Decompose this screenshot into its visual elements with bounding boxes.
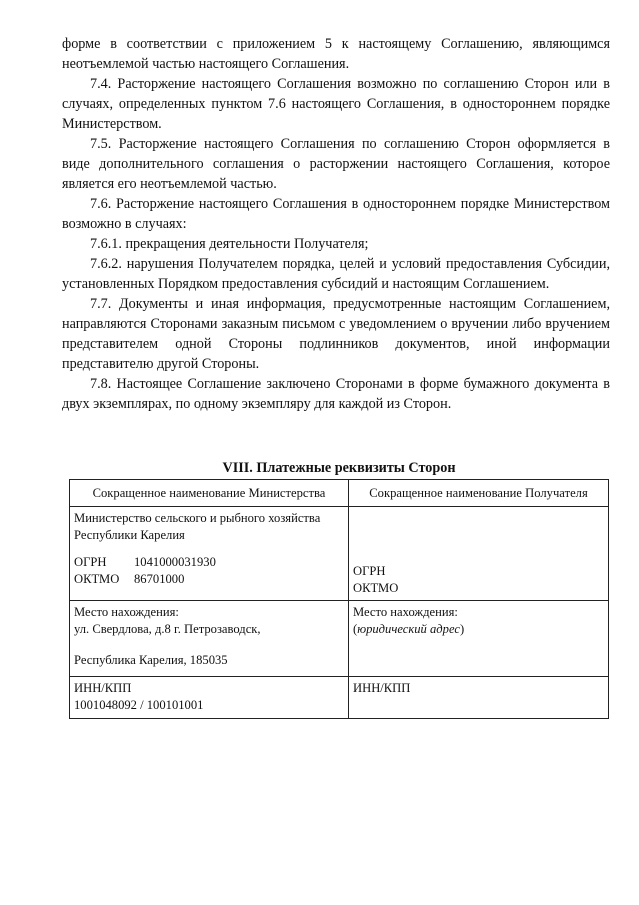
ministry-address-line2: Республика Карелия, 185035	[74, 653, 228, 667]
ministry-name-cell	[70, 507, 349, 601]
ministry-inn-label: ИНН/КПП	[74, 681, 132, 695]
paragraph-7-6-2: 7.6.2. нарушения Получателем порядка, целей и условий предоставления Субсидии, установленных Порядком предоставления субсидий и настоящим Соглашением.	[62, 256, 610, 292]
table-row-names	[70, 507, 609, 601]
ministry-name-line1: Министерство сельского и рыбного хозяйства	[74, 511, 321, 525]
payment-details-table	[69, 479, 609, 719]
ogrn-value: 1041000031930	[134, 555, 216, 569]
ministry-address-line1: ул. Свердлова, д.8 г. Петрозаводск,	[74, 622, 261, 636]
ministry-location-cell	[70, 601, 349, 677]
recipient-location-label: Место нахождения:	[353, 605, 458, 619]
recipient-location-cell	[349, 601, 609, 677]
paragraph-continuation: форме в соответствии с приложением 5 к настоящему Соглашению, являющимся неотъемлемой частью настоящего Соглашения.	[62, 36, 610, 72]
paragraph-7-6: 7.6. Расторжение настоящего Соглашения в одностороннем порядке Министерством возможно в случаях:	[62, 196, 610, 232]
recipient-inn-cell	[349, 677, 609, 719]
ministry-inn-cell	[70, 677, 349, 719]
ministry-oktmo	[74, 571, 344, 588]
header-recipient: Сокращенное наименование Получателя	[349, 480, 609, 507]
paragraph-7-4: 7.4. Расторжение настоящего Соглашения возможно по соглашению Сторон или в случаях, определенных пунктом 7.6 настоящего Соглашения, в одностороннем порядке Министерством.	[62, 76, 610, 132]
recipient-name-cell	[349, 507, 609, 601]
paragraph-7-7: 7.7. Документы и иная информация, предусмотренные настоящим Соглашением, направляются Сторонами заказным письмом с уведомлением о вручении либо вручением представителем одной Стороны подлинников документов, иной информации представителю другой Стороны.	[62, 296, 610, 372]
section-title: VIII. Платежные реквизиты Сторон	[222, 460, 456, 476]
document-page	[62, 34, 610, 414]
recipient-inn-label: ИНН/КПП	[353, 681, 411, 695]
recipient-oktmo-label: ОКТМО	[353, 581, 399, 595]
recipient-address-hint: (юридический адрес)	[353, 622, 465, 636]
paragraph-7-5: 7.5. Расторжение настоящего Соглашения по соглашению Сторон оформляется в виде дополнительного соглашения о расторжении настоящего Соглашения, которое является его неотъемлемой частью.	[62, 136, 610, 192]
location-label: Место нахождения:	[74, 605, 179, 619]
table-header-row	[70, 480, 609, 507]
ministry-ogrn	[74, 554, 344, 571]
ministry-name-line2: Республики Карелия	[74, 528, 185, 542]
recipient-ogrn-label: ОГРН	[353, 564, 386, 578]
ministry-inn-value: 1001048092 / 100101001	[74, 698, 204, 712]
paragraph-7-8: 7.8. Настоящее Соглашение заключено Сторонами в форме бумажного документа в двух экземплярах, по одному экземпляру для каждой из Сторон.	[62, 376, 610, 412]
oktmo-label: ОКТМО	[74, 572, 120, 586]
oktmo-value: 86701000	[134, 572, 185, 586]
ogrn-label: ОГРН	[74, 555, 107, 569]
table-row-location	[70, 601, 609, 677]
header-ministry: Сокращенное наименование Министерства	[70, 480, 349, 507]
table-row-inn	[70, 677, 609, 719]
paragraph-7-6-1: 7.6.1. прекращения деятельности Получателя;	[90, 236, 369, 252]
